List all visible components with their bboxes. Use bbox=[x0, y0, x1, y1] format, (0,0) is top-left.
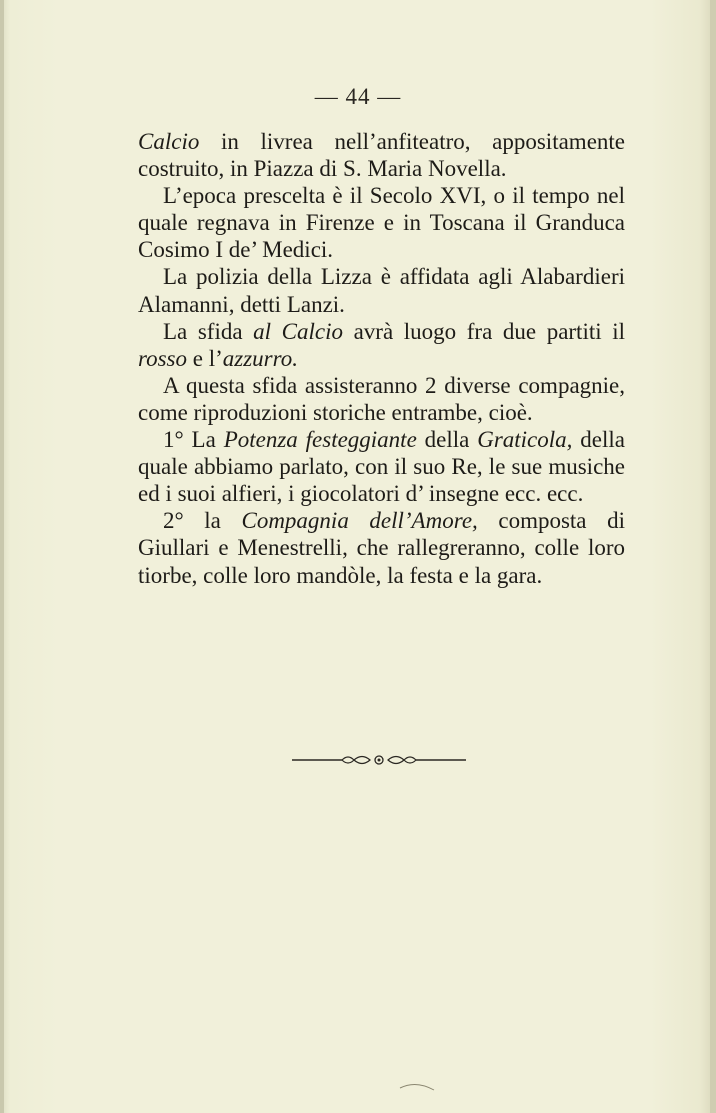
text-run: 1° La bbox=[163, 427, 224, 453]
text-run: La polizia della Lizza è affidata agli Alabardieri Alamanni, detti Lanzi. bbox=[138, 264, 625, 317]
text-run: composta di Giullari e Menestrelli, che rallegreranno, colle loro tiorbe, colle loro mandòle, la festa e la gara. bbox=[138, 508, 625, 588]
text-run: 2° la bbox=[163, 508, 242, 534]
page-number: — 44 — bbox=[314, 84, 402, 109]
paragraph-7 bbox=[138, 507, 625, 588]
text-run: e l’ bbox=[187, 345, 223, 371]
page-right-edge bbox=[710, 0, 716, 1113]
text-run: A questa sfida assisteranno 2 diverse compagnie, come riproduzioni storiche entrambe, cioè. bbox=[138, 372, 625, 425]
text-run: La sfida bbox=[163, 318, 254, 344]
text-run: Compagnia dell’Amore, bbox=[241, 508, 478, 534]
text-run: Potenza festeggiante bbox=[223, 427, 417, 453]
paragraph-5 bbox=[138, 372, 625, 426]
text-run: Graticola, bbox=[477, 427, 573, 453]
text-run: L’epoca prescelta è il Secolo XVI, o il tempo nel quale regnava in Firenze e in Toscana il Granduca Cosimo I de’ Medici. bbox=[138, 183, 625, 263]
paragraph-6 bbox=[138, 426, 625, 507]
ornament-divider-icon bbox=[292, 752, 466, 768]
text-run: al Calcio bbox=[253, 318, 343, 344]
text-run: della bbox=[416, 427, 478, 453]
body-text bbox=[138, 128, 625, 589]
text-run: in livrea nell’anfiteatro, appositamente costruito, in Piazza di S. Maria Novella. bbox=[138, 129, 625, 182]
text-run: rosso bbox=[138, 345, 187, 371]
paragraph-3 bbox=[138, 263, 625, 317]
paragraph-2 bbox=[138, 182, 625, 263]
paper-mark-icon bbox=[398, 1078, 438, 1092]
text-run: della quale abbiamo parlato, con il suo Re, le sue musiche ed i suoi alfieri, i giocolatori d’ insegne ecc. ecc. bbox=[138, 427, 625, 507]
paragraph-1 bbox=[138, 128, 625, 182]
text-run: avrà luogo fra due partiti il bbox=[343, 318, 625, 344]
paragraph-4 bbox=[138, 318, 625, 372]
text-run: azzurro. bbox=[222, 345, 298, 371]
text-run: Calcio bbox=[138, 129, 200, 154]
page-left-edge bbox=[0, 0, 4, 1113]
